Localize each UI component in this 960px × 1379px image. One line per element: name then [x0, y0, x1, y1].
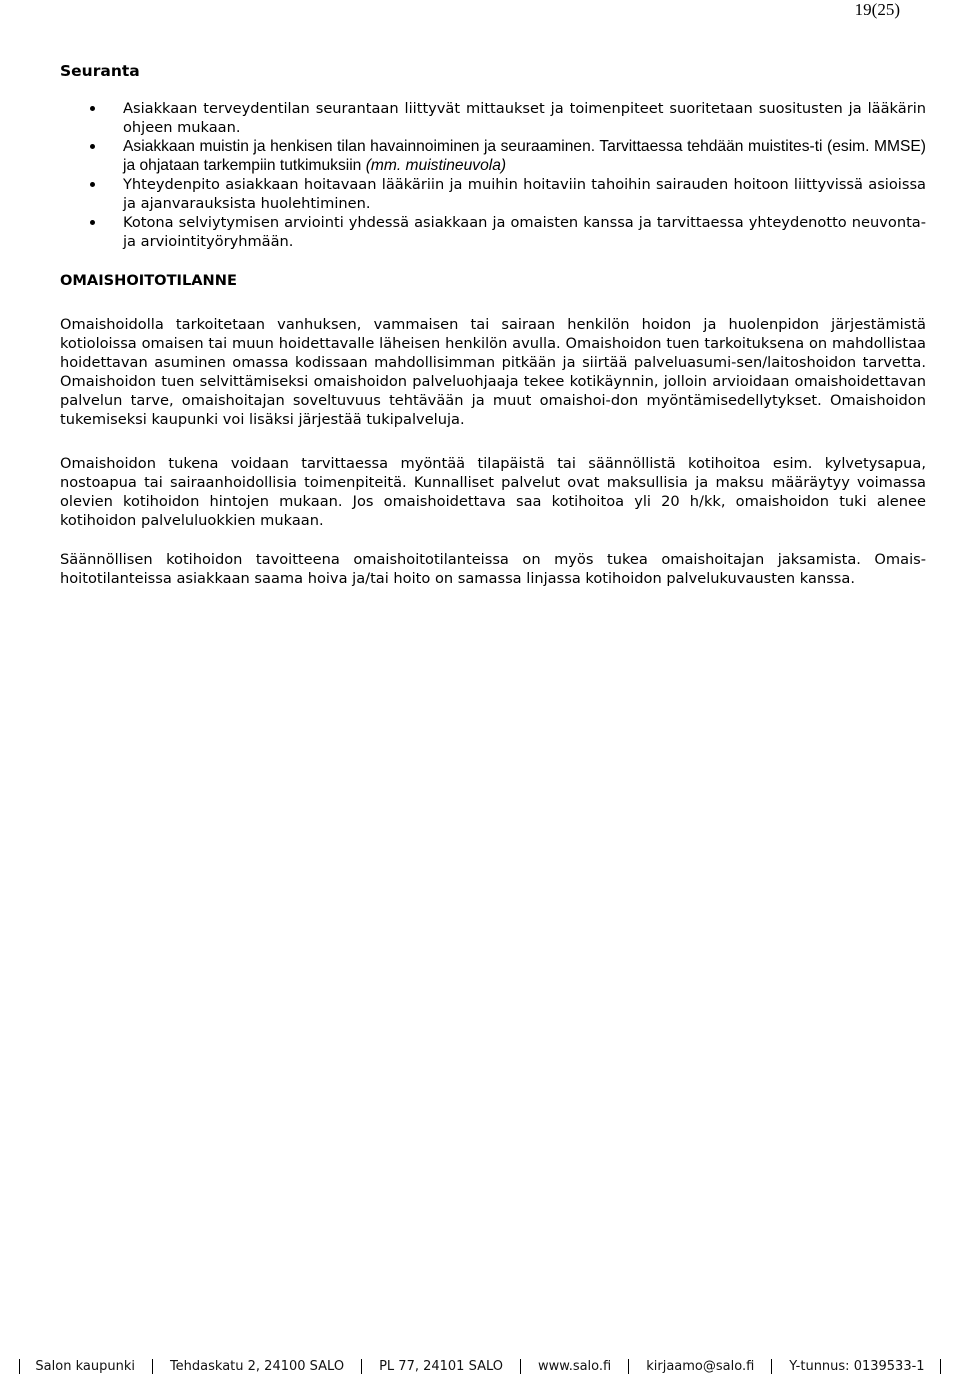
footer-website: www.salo.fi: [537, 1359, 612, 1374]
list-item-text: Kotona selviytymisen arviointi yhdessä asiakkaan ja omaisten kanssa ja tarvittaessa yhteydenotto neuvonta- ja arviointityöryhmään.: [123, 214, 926, 250]
list-item-text: Asiakkaan muistin ja henkisen tilan havainnoiminen ja seuraaminen. Tarvittaessa tehdään muistites-ti (esim. MMSE) ja ohjataan tarkempiin tutkimuksiin: [123, 138, 926, 174]
footer-divider: [520, 1359, 521, 1374]
page-footer: [0, 1359, 960, 1374]
seuranta-bullet-list: [60, 99, 926, 251]
list-item: [60, 137, 926, 175]
footer-divider: [771, 1359, 772, 1374]
footer-divider: [940, 1359, 941, 1374]
footer-divider: [152, 1359, 153, 1374]
bullet-icon: [90, 220, 95, 225]
section-heading-omaishoitotilanne: OMAISHOITOTILANNE: [60, 272, 237, 289]
bullet-icon: [90, 144, 95, 149]
list-item-text: Yhteydenpito asiakkaan hoitavaan lääkäriin ja muihin hoitaviin tahoihin sairauden hoitoon liittyvissä asioissa ja ajanvarauksista huolehtiminen.: [123, 176, 926, 212]
page-number: 19(25): [854, 0, 900, 19]
paragraph: Säännöllisen kotihoidon tavoitteena omaishoitotilanteissa on myös tukea omaishoitajan jaksamista. Omais-hoitotilanteissa asiakkaan saama hoiva ja/tai hoito on samassa linjassa kotihoidon palvelukuvausten kanssa.: [60, 551, 926, 587]
footer-divider: [361, 1359, 362, 1374]
footer-email: kirjaamo@salo.fi: [646, 1359, 755, 1374]
footer-business-id: Y-tunnus: 0139533-1: [789, 1359, 925, 1374]
footer-organization: Salon kaupunki: [35, 1359, 135, 1374]
bullet-icon: [90, 106, 95, 111]
paragraph: Omaishoidon tukena voidaan tarvittaessa myöntää tilapäistä tai säännöllistä kotihoitoa esim. kylvetysapua, nostoapua tai sairaanhoidollisia toimenpiteitä. Kunnalliset palvelut ovat maksullisia ja maksu määräytyy voimassa olevien kotihoidon hintojen mukaan. Jos omaishoidettava saa kotihoitoa yli 20 h/kk, omaishoidon tuki alenee kotihoidon palveluluokkien mukaan.: [60, 455, 926, 529]
paragraph: Omaishoidolla tarkoitetaan vanhuksen, vammaisen tai sairaan henkilön hoidon ja huolenpidon järjestämistä kotioloissa omaisen tai muun hoidettavalle läheisen henkilön avulla. Omaishoidon tuen tarkoituksena on mahdollistaa hoidettavan asuminen omassa kodissaan mahdollisimman pitkään ja siirtää palveluasumi-sen/laitoshoidon tarvetta. Omaishoidon tuen selvittämiseksi omaishoidon palveluohjaaja tekee kotikäynnin, jolloin arvioidaan omaishoidettavan palvelun tarve, omaishoitajan soveltuvuus tehtävään ja muut omaishoi-don myöntämisedellytykset. Omaishoidon tukemiseksi kaupunki voi lisäksi järjestää tukipalveluja.: [60, 316, 926, 428]
list-item: [60, 99, 926, 137]
footer-street-address: Tehdaskatu 2, 24100 SALO: [169, 1359, 345, 1374]
list-item: [60, 175, 926, 213]
bullet-icon: [90, 182, 95, 187]
footer-postal-address: PL 77, 24101 SALO: [379, 1359, 503, 1374]
footer-divider: [19, 1359, 20, 1374]
footer-divider: [628, 1359, 629, 1374]
list-item-italic-text: (mm. muistineuvola): [361, 157, 507, 174]
list-item: [60, 213, 926, 251]
list-item-text: Asiakkaan terveydentilan seurantaan liittyvät mittaukset ja toimenpiteet suoritetaan suositusten ja lääkärin ohjeen mukaan.: [123, 100, 926, 136]
section-title-seuranta: Seuranta: [60, 62, 140, 80]
